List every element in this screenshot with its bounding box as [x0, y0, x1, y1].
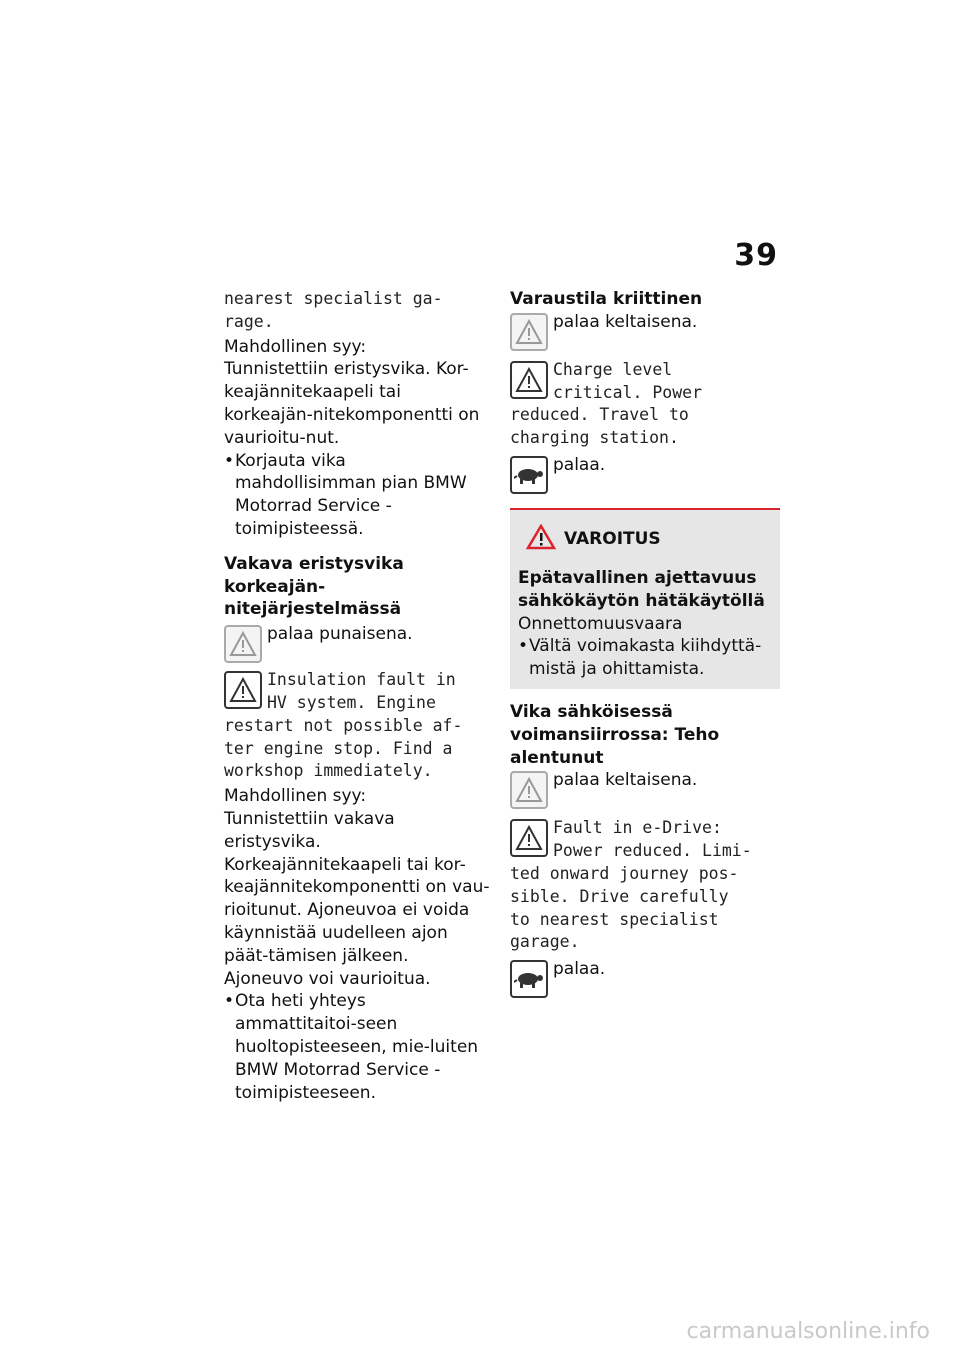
watermark: carmanualsonline.info: [686, 1319, 930, 1344]
danger-triangle-icon: [526, 524, 556, 555]
warning-box: [510, 508, 780, 689]
warning-title-row: [518, 524, 772, 555]
display-message-end: nearest specialist ga- rage.: [224, 289, 443, 331]
warning-subtitle: Epätavallinen ajettavuus sähkökäytön hätäkäytöllä: [518, 567, 765, 611]
turtle-icon: [510, 456, 548, 494]
indicator-text: palaa keltaisena.: [553, 770, 698, 791]
display-warning-icon: [510, 819, 548, 857]
display-message-row: [510, 817, 780, 954]
display-message: Fault in e-Drive: Power reduced. Limi- ted onward journey pos- sible. Drive carefully to nearest specialist garage.: [510, 818, 752, 952]
turtle-indicator-row: [510, 454, 780, 494]
right-column: [510, 288, 780, 998]
warning-bullet: • Vältä voimakasta kiihdyttä-mistä ja ohittamista.: [518, 635, 772, 681]
section-heading: Vakava eristysvika korkeajän-nitejärjestelmässä: [224, 553, 404, 620]
display-message-row: [224, 669, 490, 783]
turtle-indicator-row: [510, 958, 780, 998]
action-bullet: • Ota heti yhteys ammattitaitoi-seen huoltopisteeseen, mie-luiten BMW Motorrad Service -toimipisteeseen.: [224, 990, 490, 1104]
cause-label: Mahdollinen syy:: [224, 336, 367, 357]
indicator-row: [224, 623, 490, 663]
warning-triangle-icon: [510, 313, 548, 351]
cause-label: Mahdollinen syy:: [224, 786, 367, 807]
action-bullet: • Korjauta vika mahdollisimman pian BMW Motorrad Service -toimipisteessä.: [224, 450, 490, 541]
indicator-row: [510, 769, 780, 809]
display-message: Charge level critical. Power reduced. Travel to charging station.: [510, 359, 703, 448]
section-heading: Varaustila kriittinen: [510, 289, 703, 309]
warning-triangle-icon: [510, 771, 548, 809]
warning-triangle-icon: [224, 625, 262, 663]
cause-text: Tunnistettiin eristysvika. Kor-keajännitekaapeli tai korkeajän-nitekomponentti on vaurioitu-nut.: [224, 359, 480, 448]
section-heading: Vika sähköisessä voimansiirrossa: Teho alentunut: [510, 701, 720, 768]
left-column: [224, 288, 490, 1104]
indicator-text: palaa punaisena.: [267, 624, 413, 645]
warning-text: Onnettomuusvaara: [518, 613, 683, 634]
indicator-text: palaa keltaisena.: [553, 311, 698, 332]
indicator-row: [510, 311, 780, 351]
page-number: 39: [734, 238, 778, 273]
indicator-text: palaa.: [553, 454, 606, 475]
display-warning-icon: [224, 671, 262, 709]
indicator-text: palaa.: [553, 959, 606, 980]
display-message-row: [510, 359, 780, 450]
turtle-icon: [510, 960, 548, 998]
display-warning-icon: [510, 361, 548, 399]
display-message: Insulation fault in HV system. Engine restart not possible af- ter engine stop. Find a workshop immediately.: [224, 670, 463, 781]
warning-title: VAROITUS: [564, 529, 661, 550]
cause-text: Tunnistettiin vakava eristysvika. Korkeajännitekaapeli tai kor-keajännitekomponentti on vau-rioitunut. Ajoneuvoa ei voida käynnistää uudelleen ajon päät-tämisen jälkeen. Ajoneuvo voi vaurioitua.: [224, 808, 490, 989]
